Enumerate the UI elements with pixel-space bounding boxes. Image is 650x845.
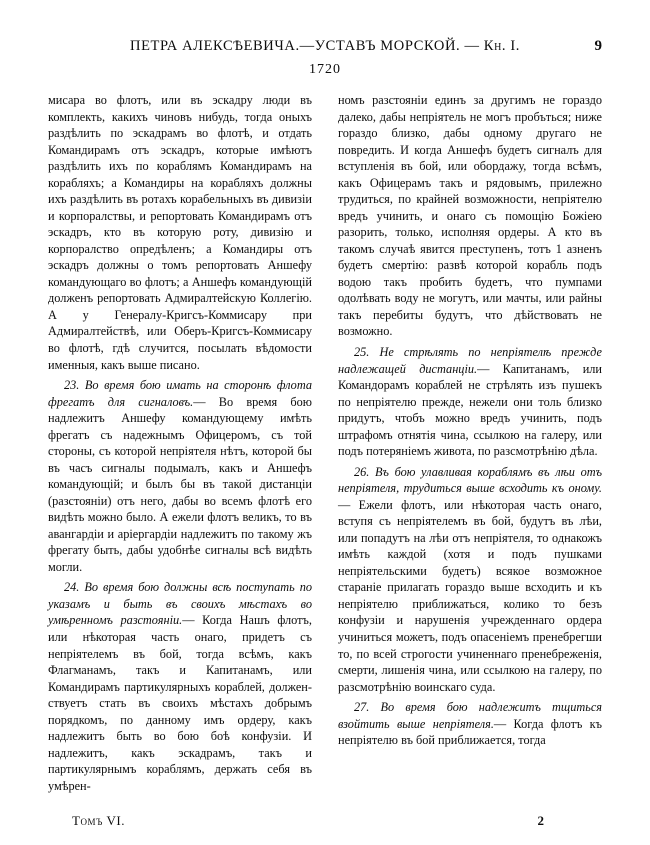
page-footer [48, 809, 602, 829]
article-27 [338, 699, 602, 749]
article-26-body: — Ежели флотъ, или нѣкоторая часть онаго, вступя съ непріятелемъ въ бой, будутъ въ лѣи, или попадутъ на лѣи отъ непріятеля, то однакожъ имѣть каждой (хотя и подъ пушками непріятельскими будетъ) всякое возможное стараніе прилагать гораздо выше всходить и къ непріятелю приближаться, колико то безъ конфузіи и нарушенія учрежденнаго ордера учиниться можетъ, подъ опасенiемъ пренебрегши то, по всей строгости учиненнаго пренебреженія, смерти, лишенія чина, или ссылкою на галеру, по разсмотрѣнію воинскаго суда. [338, 497, 602, 694]
article-25-body: — Капитанамъ, или Командорамъ кораблей не стрѣлять изъ пушекъ по непріятелю прежде, нежели они толь близко придутъ, чтобъ можно вредъ учинить, подъ штрафомъ отнятія чина, ссылкою на галеру, или подъ потерянiемъ живота, по разсмотрѣнію дѣла. [338, 361, 602, 459]
article-27-body: — Когда флотъ къ непріятелю въ бой приближается, тогда [338, 716, 602, 748]
article-27-number: 27. [354, 700, 370, 715]
right-column [338, 92, 602, 805]
paragraph-continuation-right: номъ разстоянiи единъ за другимъ не гораздо далеко, дабы непріятель не могъ пробъться; ниже гораздо близко, дабы одному другаго не повредить. И когда Аншефъ будетъ сигналъ для вступленія въ бой, или обордажу, тогда всѣмъ, какъ Офицерамъ такъ и рядовымъ, прилежно трудиться, по крайней возможности, непріятелю вредъ учинить, и онаго съ помощію Божіею разорить, только, исполняя ордеры. А кто въ такомъ случаѣ явится преступенъ, тотъ 1 азненъ будетъ смертію: развѣ которой корабль подъ водою такъ пробить будетъ, что пумпами одолѣвать воду не могутъ, или мачты, или райны такъ перебиты будутъ, что дѣйствовать не возможно. [338, 93, 602, 339]
page-header [0, 38, 650, 55]
article-23 [48, 377, 312, 575]
volume-signature: Томъ VI. [72, 813, 126, 828]
article-26-heading: Въ бою улавливая кораблямъ въ лѣи отъ непріятеля, трудиться выше всходить къ оному. [338, 464, 602, 496]
article-23-heading: Во время бою имать на сторонѣ флота фрегатъ для сигналовъ. [48, 378, 312, 409]
paragraph-continuation: мисара во флотъ, или въ эскадру люди въ комплекть, какихъ чиновъ нибудь, тогда оныхъ раздѣлить по эскадрамъ во флотѣ, и отдать Командирамъ отъ эскадръ, которые имѣютъ раздѣлить ихъ по кораблямъ Командирамъ на корабляхъ; а Командиры на корабляхъ должны ихъ раздѣлить въ ротахъ корабельныхъ въ дивизіи и корпоралствы, и репортовать Командирамъ отъ эскадръ, кто въ которую роту, дивизію и корпоралство опредѣленъ; а Командиры отъ эскадръ должны о томъ репортовать Аншефу командующаго во флотъ; а Аншефъ командующій долженъ репортовать Адмиралтейскую Коллегію. А у Генералу-Кригсъ-Коммисару при Адмиралтействѣ, или Оберъ-Кригсъ-Коммисару во флотѣ, гдѣ случится, посылать вѣдомости именныя, какъ выше писано. [48, 93, 312, 372]
article-25-heading: Не стрѣлять по непріятелѣ прежде надлежащей дистанціи. [338, 344, 602, 376]
text-columns [48, 92, 602, 805]
article-24 [48, 579, 312, 794]
article-24-body: — Когда Нашъ флотъ, или нѣкоторая часть онаго, придетъ съ непріятелемъ въ бой, тогда всѣмъ, какъ Флагманамъ, такъ и Капитанамъ, или Командирамъ партикулярныхъ кораблей, долженствуетъ стать въ своихъ мѣстахъ добрымъ порядкомъ, по данному имъ ордеру, какъ надлежитъ быть во бою боѣ конфузіи. И надлежитъ, какъ эскадрамъ, такъ и партикулярнымъ кораблямъ, держать себя въ умѣрен- [48, 613, 312, 793]
article-23-number: 23. [64, 378, 80, 393]
year-line: 1720 [309, 62, 341, 77]
article-24-heading: Во время бою должны всѣ поступать по указамъ и быть въ своихъ мѣстахъ во умѣренномъ разстоянiи. [48, 580, 312, 628]
article-26 [338, 464, 602, 695]
article-23-body: — Во время бою надлежитъ Аншефу командующему имѣть фрегатъ съ надежнымъ Офицеромъ, съ той стороны, съ которой непріятеля нѣтъ, которой бы въ часъ сигналы подымалъ, какъ и Аншефъ командующій; и былъ бы въ такой дистанціи (разстоянiи) отъ него, дабы во всемъ флотѣ его видѣть можно было. А ежели флотъ великъ, то въ авангардіи и аріергардіи надлежитъ по такому жъ фрегату быть, дабы удобнѣе сигналы всѣ видѣть могли. [48, 394, 312, 574]
left-column [48, 92, 312, 805]
article-26-number: 26. [354, 464, 370, 479]
article-27-heading: Во время бою надлежитъ тщиться взойтить выше непріятеля. [338, 700, 602, 731]
article-24-number: 24. [64, 580, 80, 595]
article-25-number: 25. [354, 344, 370, 359]
running-title: ПЕТРА АЛЕКСѢЕВИЧА.—УСТАВЪ МОРСКОЙ. — Кн. I. [130, 38, 520, 54]
sheet-signature: 2 [537, 813, 544, 828]
page-number: 9 [594, 38, 602, 54]
article-25 [338, 344, 602, 460]
